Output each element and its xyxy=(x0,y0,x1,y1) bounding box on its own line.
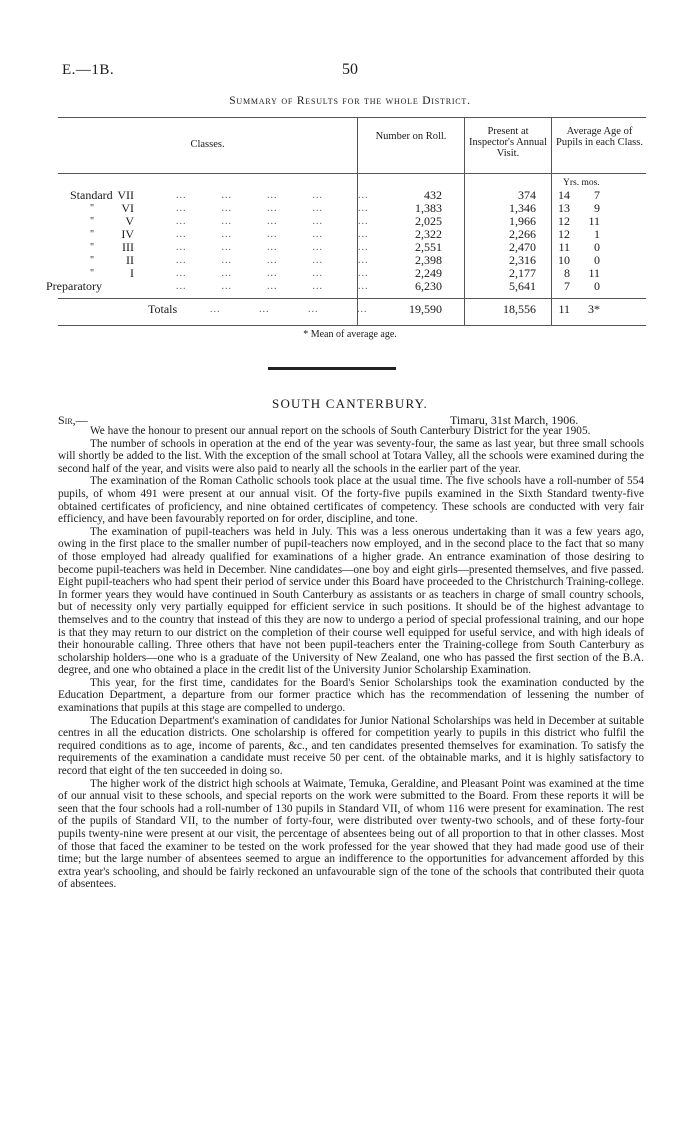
totals-roll: 19,590 xyxy=(409,302,442,316)
present-value: 1,346 xyxy=(509,201,536,215)
age-months: 0 xyxy=(594,240,600,254)
class-numeral: III xyxy=(122,240,134,254)
age-years: 8 xyxy=(564,266,570,280)
age-months: 9 xyxy=(594,201,600,215)
age-years: 12 xyxy=(558,227,570,241)
leader-dots: ... ... ... ... ... xyxy=(176,216,369,227)
age-months: 0 xyxy=(594,279,600,293)
dateline: Timaru, 31st March, 1906. xyxy=(450,413,579,427)
paragraph: The higher work of the district high schools at Waimate, Temuka, Geraldine, and Pleasant Point was examined at the time of our annual visit to these schools, and special reports on the work were submitted to the Board. From these reports it will be seen that the four schools had a roll-number of 130 pupils in Standard VII, of whom 116 were present for examination. The rest of the pupils of Standard VII, to the number of forty-four, were distributed over twenty-two schools, and of these forty-four pupils twenty-nine were present at our visit, the percentage of absentees being out of all proportion to that in other classes. Most of those that faced the examiner to be tested on the work professed for the year showed that they had made good use of their time; but the large number of absentees seemed to argue an indifference to the opportunities for advancement afforded by this extra year's schooling, and should be fairly reckoned an unfavourable sign of the tone of the schools that contributed their quota of absentees. xyxy=(58,777,644,891)
age-years: 14 xyxy=(558,188,570,202)
totals-months: 3* xyxy=(588,302,600,316)
paragraph: This year, for the first time, candidates for the Board's Senior Scholarships took the examination conducted by the Education Department, a departure from our former practice which has the recommendation of lessening the number of examinations that pupils at this stage are compelled to undergo. xyxy=(58,676,644,715)
table-row xyxy=(46,279,646,293)
roll-value: 2,249 xyxy=(415,266,442,280)
table-footnote: * Mean of average age. xyxy=(303,329,397,340)
class-numeral: VI xyxy=(121,201,134,215)
totals-label: Totals xyxy=(148,302,178,316)
paragraph: The number of schools in operation at the end of the year was seventy-four, the same as last year, but three small schools will shortly be added to the list. With the exception of the small school at Totara Valley, all the schools were examined during the second half of the year, and visits were also paid to nearly all the schools in the earlier part of the year. xyxy=(58,437,644,475)
leader-dots: ... ... ... ... ... xyxy=(176,268,369,279)
present-value: 2,316 xyxy=(509,253,536,267)
roll-value: 432 xyxy=(424,188,442,202)
table-header-rule xyxy=(58,173,646,174)
leader-dots: ... ... ... ... ... xyxy=(176,190,369,201)
table-row xyxy=(58,254,646,267)
present-value: 2,177 xyxy=(509,266,536,280)
summary-table xyxy=(46,117,646,327)
leader-dots: ... ... ... ... ... xyxy=(176,203,369,214)
age-units: Yrs. mos. xyxy=(563,178,600,188)
class-label: Preparatory xyxy=(46,279,102,293)
leader-dots: ... ... ... ... ... xyxy=(176,255,369,266)
age-months: 1 xyxy=(594,227,600,241)
age-years: 11 xyxy=(558,240,570,254)
leader-dots: ... ... ... ... ... xyxy=(176,281,369,292)
paragraph: The examination of the Roman Catholic schools took place at the usual time. The five schools have a roll-number of 554 pupils, of whom 491 were present at our annual visit. Of the forty-five pupils examined in the Sixth Standard twenty-five obtained certificates of proficiency, and nine obtained certificates of competency. These schools are conducted with very fair efficiency, and have been favourably reported on for order, discipline, and tone. xyxy=(58,475,644,526)
section-separator xyxy=(268,367,396,370)
class-numeral: VII xyxy=(117,188,134,202)
totals-present: 18,556 xyxy=(503,302,536,316)
present-value: 5,641 xyxy=(509,279,536,293)
report-body xyxy=(58,425,644,891)
age-months: 7 xyxy=(594,188,600,202)
class-label-prefix: Standard xyxy=(70,188,113,202)
header-classes: Classes. xyxy=(190,139,225,150)
class-label xyxy=(70,188,134,202)
totals-years: 11 xyxy=(558,302,570,316)
page-number: 50 xyxy=(342,61,358,78)
paragraph: The Education Department's examination of candidates for Junior National Scholarships was held in December at suitable centres in all the education districts. One scholarship is offered for competition yearly to pupils in this district who fulfil the required conditions as to age, income of parents, &c., and ten candidates presented themselves for examination. To satisfy the requirements of the examination a candidate must receive 50 per cent. of the obtainable marks, and it is highly satisfactory to record that eight of the ten succeeded in doing so. xyxy=(58,714,644,778)
age-years: 7 xyxy=(564,279,570,293)
leader-dots: ... ... ... ... ... xyxy=(176,242,369,253)
class-numeral: II xyxy=(126,253,134,267)
class-label-prefix: " xyxy=(90,268,95,279)
age-years: 10 xyxy=(558,253,570,267)
roll-value: 6,230 xyxy=(415,279,442,293)
class-label-prefix: " xyxy=(90,229,95,240)
age-months: 11 xyxy=(588,214,600,228)
roll-value: 2,551 xyxy=(415,240,442,254)
roll-value: 2,398 xyxy=(415,253,442,267)
header-age: Average Age of Pupils in each Class. xyxy=(556,126,643,148)
class-numeral: I xyxy=(130,266,134,280)
table-bottom-rule xyxy=(58,325,646,326)
age-years: 12 xyxy=(558,214,570,228)
class-numeral: IV xyxy=(121,227,134,241)
report-title: SOUTH CANTERBURY. xyxy=(272,396,428,411)
totals-row xyxy=(58,303,646,316)
present-value: 374 xyxy=(518,188,536,202)
age-months: 0 xyxy=(594,253,600,267)
table-top-rule xyxy=(58,117,646,118)
class-numeral: V xyxy=(125,214,134,228)
class-label-prefix: " xyxy=(90,255,95,266)
age-months: 11 xyxy=(588,266,600,280)
present-value: 2,266 xyxy=(509,227,536,241)
header-roll: Number on Roll. xyxy=(375,131,447,142)
table-row xyxy=(58,267,646,280)
roll-value: 2,025 xyxy=(415,214,442,228)
present-value: 1,966 xyxy=(509,214,536,228)
paragraph: The examination of pupil-teachers was held in July. This was a less onerous undertaking than it was a few years ago, owing in the first place to the smaller number of pupil-teachers now employed, and in the second place to the fact that so many of those employed had already qualified for examinations of a higher grade. An entrance examination of those desiring to become pupil-teachers was held in December. Nine candidates—one boy and eight girls—presented themselves, and five passed. Eight pupil-teachers who had spent their period of service under this Board have proceeded to the Christchurch Training-college. In former years they would have continued in South Canterbury as assistants or as teachers in charge of small country schools, but of necessity only very partially equipped for efficient service in such positions. It should be of the highest advantage to themselves and to the country that instead of this they are now to undergo a period of special professional training, and our hope is that they may return to our district on the completion of their course well equipped for useful service, and with high ideals of their honourable calling. Three others that have not been pupil-teachers enter the Training-college from South Canterbury as scholarship holders—one who is a graduate of the University of New Zealand, one who has passed the first section of the B.A. degree, and one who obtained a place in the credit list of the University Junior Scholarship Examination. xyxy=(58,525,644,677)
summary-title: Summary of Results for the whole District. xyxy=(229,95,471,107)
leader-dots: ... ... ... ... ... xyxy=(176,229,369,240)
roll-value: 1,383 xyxy=(415,201,442,215)
leader-dots: ... ... ... ... xyxy=(210,304,368,315)
class-label-prefix: " xyxy=(90,203,95,214)
report-reference: E.—1B. xyxy=(62,62,115,78)
table-totals-rule xyxy=(58,298,646,299)
paragraph: We have the honour to present our annual report on the schools of South Canterbury District for the year 1905. xyxy=(90,425,591,437)
header-present: Present at Inspector's Annual Visit. xyxy=(468,126,547,159)
class-label-prefix: " xyxy=(90,216,95,227)
salutation: Sir,— xyxy=(58,413,88,427)
class-label-prefix: " xyxy=(90,242,95,253)
present-value: 2,470 xyxy=(509,240,536,254)
age-years: 13 xyxy=(558,201,570,215)
roll-value: 2,322 xyxy=(415,227,442,241)
